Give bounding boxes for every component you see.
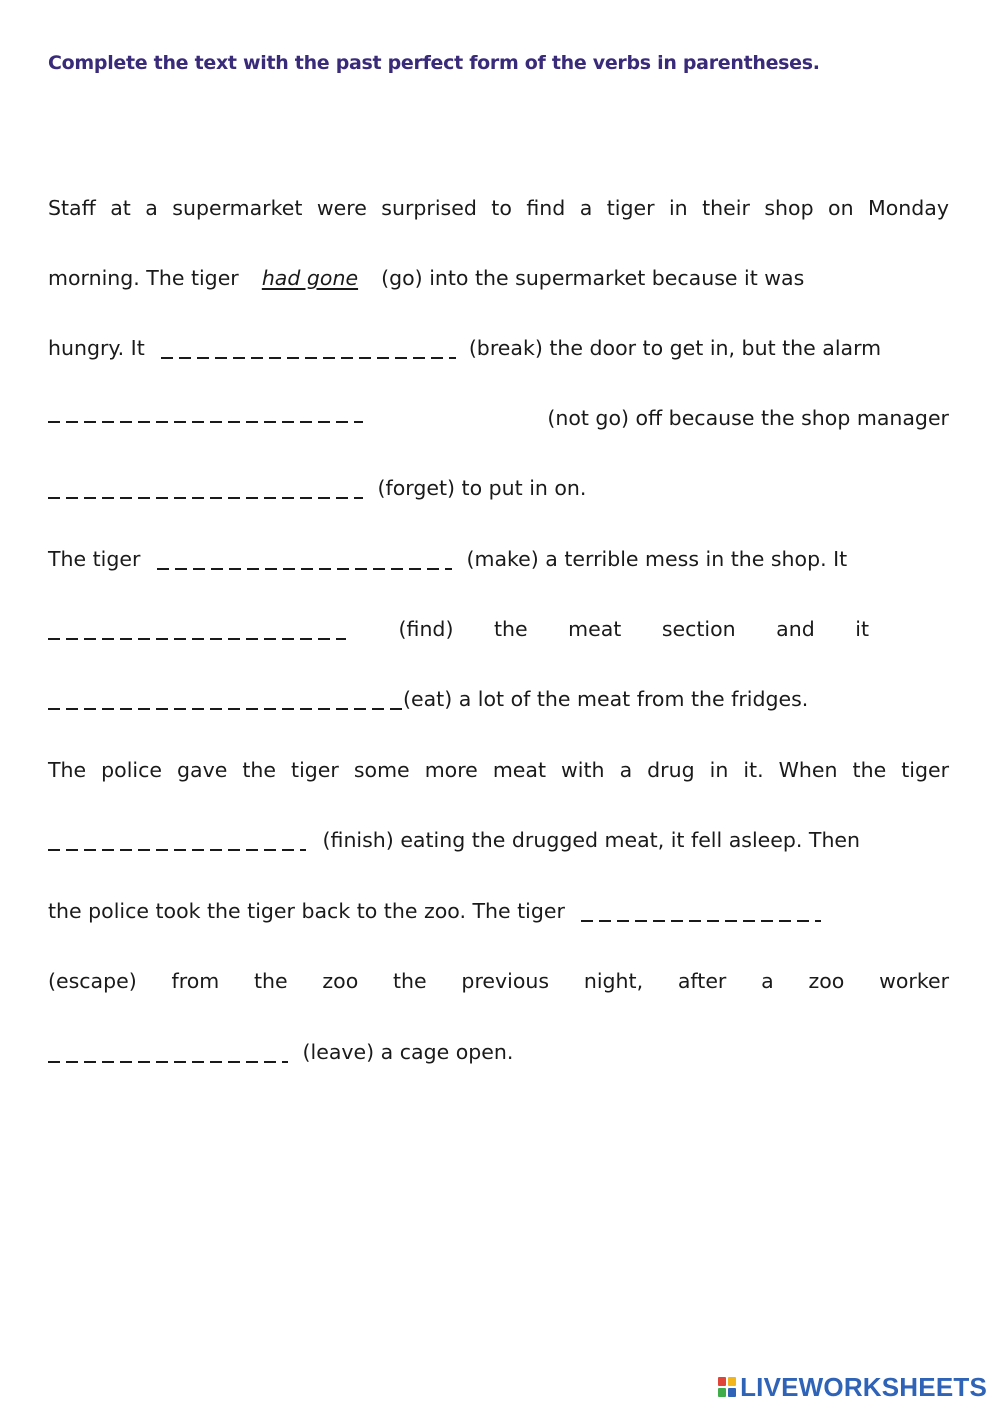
text-segment: (break) the door to get in, but the alarm [468,336,882,360]
text-segment: (finish) eating the drugged meat, it fell asleep. Then [322,828,861,852]
logo-text: LIVEWORKSHEETS [740,1371,987,1402]
answer-blank-leave[interactable] [48,1043,288,1063]
answer-blank-not-go[interactable] [48,403,363,423]
liveworksheets-logo-icon [718,1377,736,1397]
logo-square-red [718,1377,726,1386]
text-line-4 [48,403,949,433]
text-segment: the police took the tiger back to the zoo. The tiger [48,899,565,923]
logo-square-green [718,1388,726,1397]
text-line-1 [48,193,949,223]
text-line-8 [48,684,949,714]
text-segment: (go) into the supermarket because it was [381,266,805,290]
text-line-13 [48,1037,949,1067]
text-line-12 [48,966,949,996]
text-line-6 [48,544,949,574]
text-segment: (escape) from the zoo the previous night, after a zoo worker [48,969,949,993]
logo-square-blue [728,1388,736,1397]
text-segment: (leave) a cage open. [302,1040,514,1064]
answer-blank-finish[interactable] [48,831,306,851]
liveworksheets-logo [718,1372,987,1402]
answer-blank-make[interactable] [157,550,452,570]
text-line-10 [48,825,949,855]
answer-blank-eat[interactable] [48,690,403,710]
text-segment: (find) the meat section and it [398,617,869,641]
text-segment: (forget) to put in on. [377,476,587,500]
text-line-11 [48,896,949,926]
text-segment: (not go) off because the shop manager [547,406,949,430]
text-segment: (make) a terrible mess in the shop. It [466,547,848,571]
text-line-9 [48,755,949,785]
text-line-2 [48,263,949,293]
text-segment: morning. The tiger [48,266,239,290]
instruction-heading: Complete the text with the past perfect form of the verbs in parentheses. [48,52,820,74]
text-segment: The tiger [48,547,141,571]
text-line-3 [48,333,949,363]
answer-blank-break[interactable] [161,339,456,359]
example-answer: had gone [261,266,359,290]
text-line-7 [48,614,949,644]
answer-blank-escape[interactable] [581,902,821,922]
logo-square-yellow [728,1377,736,1386]
text-segment: Staff at a supermarket were surprised to find a tiger in their shop on Monday [48,196,949,220]
text-segment: The police gave the tiger some more meat with a drug in it. When the tiger [48,758,949,782]
answer-blank-find[interactable] [48,620,346,640]
text-line-5 [48,473,949,503]
text-segment: hungry. It [48,336,145,360]
text-segment: (eat) a lot of the meat from the fridges. [403,687,809,711]
answer-blank-forget[interactable] [48,479,363,499]
